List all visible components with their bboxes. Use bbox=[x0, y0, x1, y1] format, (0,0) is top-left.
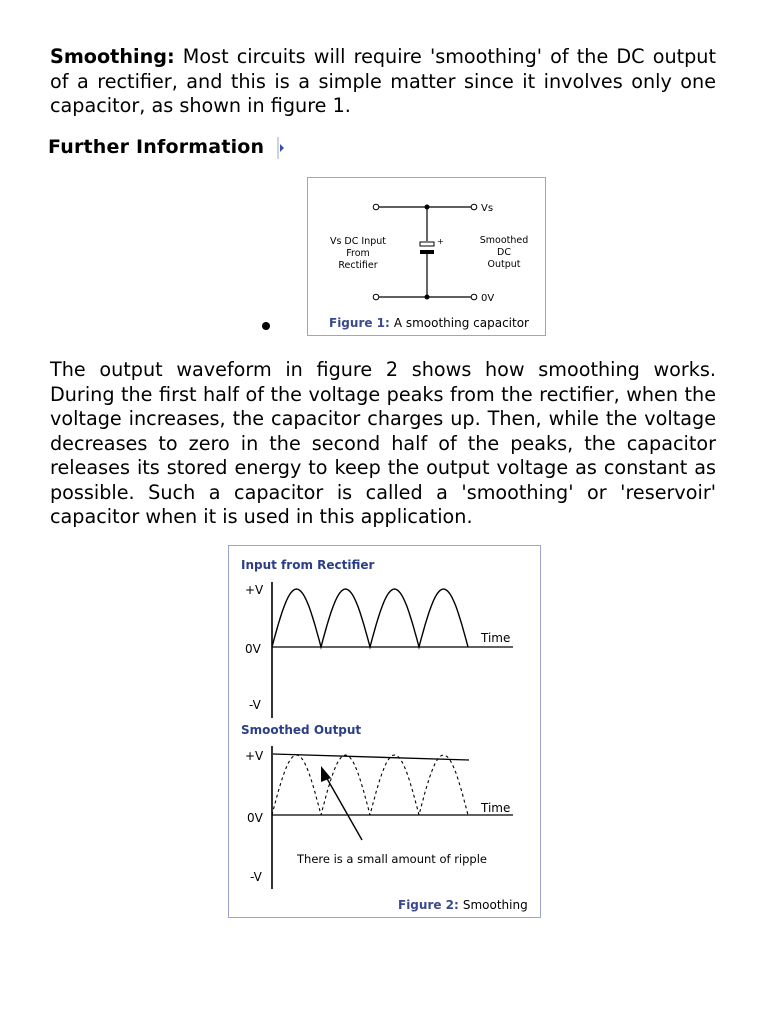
ripple-note: There is a small amount of ripple bbox=[297, 852, 487, 866]
smoothed-output-title: Smoothed Output bbox=[241, 723, 362, 737]
figure-2-caption bbox=[398, 898, 528, 912]
intro-heading: Smoothing: bbox=[50, 45, 175, 68]
plus-sign: + bbox=[437, 237, 444, 246]
underlying-rectified-waveform bbox=[272, 755, 468, 815]
intro-text: Most circuits will require 'smoothing' of the DC output of a rectifier, and this is a simple matter since it involves only one capacitor, as shown in figure 1. bbox=[50, 45, 716, 117]
smoothing-waveform-diagram bbox=[229, 546, 540, 917]
body-paragraph: The output waveform in figure 2 shows how smoothing works. During the first half of the voltage peaks from the rectifier, when the voltage increases, the capacitor charges up. Then, while the voltage decreases to zero in the second half of the peaks, the capacitor releases its stored energy to keep the output voltage as constant as possible. Such a capacitor is called a 'smoothing' or 'reservoir' capacitor when it is used in this application. bbox=[50, 358, 716, 528]
intro-paragraph bbox=[50, 45, 716, 119]
input-label-line-2: From bbox=[346, 248, 370, 259]
bottom-time-label: Time bbox=[481, 801, 511, 815]
top-time-label: Time bbox=[481, 631, 511, 645]
bottom-zero-v-label: 0V bbox=[247, 811, 263, 825]
zero-v-terminal-label: 0V bbox=[481, 293, 495, 304]
figure-1-smoothing-capacitor bbox=[307, 177, 546, 336]
input-label-line-1: Vs DC Input bbox=[329, 236, 387, 247]
figure-1-caption bbox=[329, 316, 529, 330]
figure-1-caption-label: Figure 1: bbox=[329, 316, 390, 330]
vs-terminal-label: Vs bbox=[481, 203, 494, 214]
bullet-point bbox=[262, 322, 270, 330]
input-from-rectifier-title: Input from Rectifier bbox=[241, 558, 375, 572]
top-zero-v-label: 0V bbox=[245, 642, 261, 656]
ripple-pointer-arrow bbox=[325, 775, 362, 840]
ripple-arrowhead-icon bbox=[321, 766, 331, 782]
output-label-line-1: Smoothed bbox=[479, 235, 529, 246]
further-information-link[interactable]: Further Information bbox=[48, 136, 265, 158]
output-label-line-2: DC bbox=[497, 247, 511, 258]
capacitor-circuit-diagram bbox=[308, 178, 545, 335]
figure-2-caption-label: Figure 2: bbox=[398, 898, 459, 912]
input-label-line-3: Rectifier bbox=[338, 260, 378, 271]
figure-2-caption-text: Smoothing bbox=[462, 898, 528, 912]
output-label-line-3: Output bbox=[487, 259, 521, 270]
top-minus-v-label: -V bbox=[249, 698, 261, 712]
rectified-waveform bbox=[272, 589, 468, 647]
further-info-arrow-icon[interactable] bbox=[277, 137, 285, 159]
bottom-plus-v-label: +V bbox=[245, 749, 264, 763]
figure-1-caption-text: A smoothing capacitor bbox=[393, 316, 529, 330]
capacitor-positive-plate bbox=[420, 242, 434, 246]
figure-2-smoothing bbox=[228, 545, 541, 918]
capacitor-negative-plate bbox=[420, 250, 434, 254]
bottom-minus-v-label: -V bbox=[250, 870, 262, 884]
top-plus-v-label: +V bbox=[245, 583, 264, 597]
